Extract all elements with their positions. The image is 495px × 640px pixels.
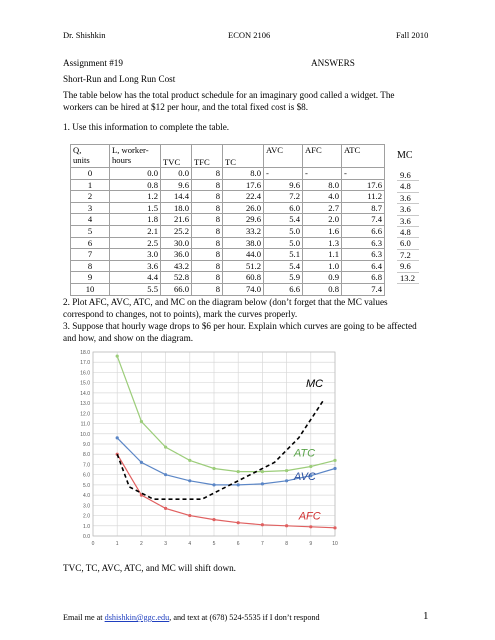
table-row — [71, 202, 385, 214]
answers-label: ANSWERS — [311, 58, 355, 68]
table-cell: 8 — [192, 214, 223, 226]
x-tick-label: 8 — [285, 541, 288, 547]
table-cell: 1.6 — [303, 225, 342, 237]
table-cell: 8 — [192, 283, 223, 295]
table-cell: 5.0 — [264, 225, 303, 237]
x-tick-label: 5 — [212, 541, 216, 547]
table-cell: 2.7 — [303, 202, 342, 214]
table-cell: 5.5 — [110, 283, 161, 295]
col-header-afc: AFC — [303, 145, 342, 168]
table-cell: 36.0 — [161, 249, 192, 261]
mc-value: 3.6 — [397, 193, 419, 204]
afc-point — [285, 524, 288, 527]
table-cell: 14.4 — [161, 191, 192, 203]
table-cell: 74.0 — [223, 283, 264, 295]
table-cell: 9.6 — [161, 179, 192, 191]
question-2-line-1: 2. Plot AFC, AVC, ATC, and MC on the diagram below (don’t forget that the MC values — [63, 297, 388, 307]
cost-schedule-table — [70, 144, 385, 296]
afc-point — [237, 521, 240, 524]
mc-value: 4.8 — [397, 227, 419, 238]
table-cell: - — [303, 168, 342, 180]
question-1: 1. Use this information to complete the table. — [63, 122, 230, 132]
table-row — [71, 168, 385, 180]
chart-series — [116, 354, 337, 529]
table-cell: 5.9 — [264, 272, 303, 284]
y-tick-label: 6.0 — [83, 472, 90, 479]
table-cell: 5.1 — [264, 249, 303, 261]
table-cell: 25.2 — [161, 225, 192, 237]
table-cell: 26.0 — [223, 202, 264, 214]
table-cell: 7.4 — [342, 214, 385, 226]
atc-point — [140, 420, 143, 423]
chart-grid — [93, 352, 335, 536]
col-header-l: L, worker- hours — [110, 145, 161, 168]
table-cell: 30.0 — [161, 237, 192, 249]
x-tick-label: 2 — [140, 541, 143, 547]
table-cell: 9.6 — [264, 179, 303, 191]
x-tick-label: 1 — [115, 541, 119, 547]
table-cell: 6.6 — [342, 225, 385, 237]
y-tick-label: 15.0 — [80, 380, 90, 387]
table-row — [71, 191, 385, 203]
atc-point — [188, 459, 191, 462]
y-tick-label: 10.0 — [80, 431, 90, 438]
table-cell: 44.0 — [223, 249, 264, 261]
table-cell: 60.8 — [223, 272, 264, 284]
x-tick-label: 4 — [188, 541, 192, 547]
table-cell: 29.6 — [223, 214, 264, 226]
table-cell: - — [264, 168, 303, 180]
question-3-line-1: 3. Suppose that hourly wage drops to $6 per hour. Explain which curves are going to be affected — [63, 321, 417, 331]
y-tick-label: 7.0 — [83, 462, 90, 469]
table-cell: 3.0 — [110, 249, 161, 261]
intro-line-1: The table below has the total product schedule for an imaginary good called a widget. The — [63, 90, 395, 100]
avc-point — [140, 461, 143, 464]
afc-point — [164, 507, 167, 510]
y-tick-label: 17.0 — [80, 360, 90, 367]
table-cell: 7 — [71, 249, 110, 261]
x-tick-label: 0 — [91, 541, 95, 547]
table-cell: 5.4 — [264, 214, 303, 226]
table-cell: 9 — [71, 272, 110, 284]
mc-value: 13.2 — [397, 273, 419, 284]
table-cell: 6.0 — [264, 202, 303, 214]
table-cell: 1.2 — [110, 191, 161, 203]
table-row — [71, 283, 385, 295]
table-cell: 8 — [192, 225, 223, 237]
x-tick-label: 9 — [309, 541, 313, 547]
avc-point — [237, 483, 240, 486]
assignment-title: Assignment #19 — [63, 58, 123, 68]
table-cell: 1 — [71, 179, 110, 191]
atc-point — [261, 470, 264, 473]
curve-label-afc: AFC — [298, 510, 321, 523]
table-cell: 66.0 — [161, 283, 192, 295]
table-cell: - — [342, 168, 385, 180]
x-tick-label: 7 — [261, 541, 264, 547]
table-cell: 33.2 — [223, 225, 264, 237]
table-cell: 17.6 — [342, 179, 385, 191]
y-tick-label: 13.0 — [80, 401, 90, 408]
question-3-line-2: and how, and show on the diagram. — [63, 333, 194, 343]
page-number: 1 — [423, 610, 429, 622]
avc-point — [188, 479, 191, 482]
table-cell: 17.6 — [223, 179, 264, 191]
avc-point — [285, 479, 288, 482]
table-cell: 2.1 — [110, 225, 161, 237]
curve-label-mc: MC — [305, 377, 324, 390]
table-cell: 6.3 — [342, 249, 385, 261]
table-cell: 0.8 — [110, 179, 161, 191]
mc-values — [397, 170, 419, 284]
afc-point — [261, 523, 264, 526]
atc-point — [285, 469, 288, 472]
afc-point — [309, 525, 312, 528]
avc-point — [333, 467, 336, 470]
footer-prefix: Email me at — [63, 613, 105, 622]
table-cell: 8 — [192, 191, 223, 203]
table-cell: 8 — [192, 168, 223, 180]
mc-value: 4.8 — [397, 181, 419, 192]
table-cell: 6 — [71, 237, 110, 249]
table-row — [71, 214, 385, 226]
header-term: Fall 2010 — [396, 30, 429, 40]
y-tick-label: 2.0 — [83, 513, 90, 520]
table-cell: 2.5 — [110, 237, 161, 249]
atc-point — [212, 467, 215, 470]
footer-contact — [63, 613, 320, 622]
atc-point — [333, 459, 336, 462]
afc-point — [212, 518, 215, 521]
table-cell: 8.0 — [223, 168, 264, 180]
table-cell: 2.0 — [303, 214, 342, 226]
table-cell: 8 — [192, 249, 223, 261]
atc-point — [237, 470, 240, 473]
table-cell: 10 — [71, 283, 110, 295]
table-cell: 8 — [192, 260, 223, 272]
col-header-tfc: TFC — [192, 145, 223, 168]
email-link[interactable]: dshishkin@ggc.edu — [104, 613, 170, 622]
table-cell: 0 — [71, 168, 110, 180]
table-row — [71, 237, 385, 249]
chart-annotations — [293, 378, 323, 523]
afc-point — [333, 526, 336, 529]
table-cell: 0.8 — [303, 283, 342, 295]
avc-point — [261, 482, 264, 485]
y-tick-label: 14.0 — [80, 390, 90, 397]
table-cell: 43.2 — [161, 260, 192, 272]
table-cell: 6.4 — [342, 260, 385, 272]
mc-value: 3.6 — [397, 216, 419, 227]
y-tick-label: 8.0 — [83, 452, 90, 459]
col-header-atc: ATC — [342, 145, 385, 168]
table-row — [71, 179, 385, 191]
table-cell: 11.2 — [342, 191, 385, 203]
col-header-avc: AVC — [264, 145, 303, 168]
mc-value: 9.6 — [397, 170, 419, 181]
table-cell: 8 — [192, 179, 223, 191]
assignment-subtitle: Short-Run and Long Run Cost — [63, 74, 176, 84]
col-header-q: Q, units — [71, 145, 110, 168]
curve-label-atc: ATC — [293, 447, 316, 460]
table-cell: 3.6 — [110, 260, 161, 272]
table-cell: 6.8 — [342, 272, 385, 284]
table-cell: 52.8 — [161, 272, 192, 284]
table-cell: 5.4 — [264, 260, 303, 272]
table-cell: 21.6 — [161, 214, 192, 226]
y-tick-label: 0.0 — [83, 534, 90, 540]
cost-curves-chart — [60, 344, 350, 554]
atc-point — [164, 445, 167, 448]
table-cell: 1.0 — [303, 260, 342, 272]
table-cell: 8 — [71, 260, 110, 272]
table-cell: 1.1 — [303, 249, 342, 261]
atc-point — [116, 354, 119, 357]
atc-point — [309, 465, 312, 468]
mc-header: MC — [397, 150, 413, 161]
table-cell: 7.2 — [264, 191, 303, 203]
mc-value: 6.0 — [397, 238, 419, 249]
table-cell: 4.4 — [110, 272, 161, 284]
y-tick-label: 11.0 — [80, 421, 90, 428]
header-course: ECON 2106 — [228, 30, 271, 40]
intro-line-2: workers can be hired at $12 per hour, and the total fixed cost is $8. — [63, 102, 309, 112]
y-tick-label: 4.0 — [83, 493, 90, 500]
table-row — [71, 249, 385, 261]
y-tick-label: 16.0 — [80, 370, 90, 377]
x-tick-label: 10 — [332, 541, 338, 547]
avc-point — [116, 436, 119, 439]
table-cell: 1.3 — [303, 237, 342, 249]
table-cell: 1.8 — [110, 214, 161, 226]
table-cell: 8 — [192, 237, 223, 249]
y-tick-label: 12.0 — [80, 411, 90, 418]
table-cell: 18.0 — [161, 202, 192, 214]
col-header-tc: TC — [223, 145, 264, 168]
mc-value: 7.2 — [397, 250, 419, 261]
table-cell: 1.5 — [110, 202, 161, 214]
table-cell: 5 — [71, 225, 110, 237]
table-row — [71, 260, 385, 272]
avc-point — [164, 473, 167, 476]
footer-suffix: , and text at (678) 524-5535 if I don’t respond — [169, 613, 320, 622]
y-tick-label: 18.0 — [80, 350, 90, 356]
table-cell: 3 — [71, 202, 110, 214]
y-tick-label: 9.0 — [83, 442, 90, 448]
table-cell: 0.9 — [303, 272, 342, 284]
answer-3: TVC, TC, AVC, ATC, and MC will shift down. — [63, 563, 236, 573]
y-tick-label: 5.0 — [83, 482, 90, 489]
question-2-line-2: correspond to changes, not to points), mark the curves properly. — [63, 309, 298, 319]
avc-point — [212, 483, 215, 486]
x-tick-label: 3 — [164, 541, 167, 547]
table-cell: 5.0 — [264, 237, 303, 249]
schedule-body — [71, 168, 385, 296]
table-cell: 4 — [71, 214, 110, 226]
table-cell: 6.3 — [342, 237, 385, 249]
mc-value: 9.6 — [397, 261, 419, 272]
table-cell: 8.0 — [303, 179, 342, 191]
table-row — [71, 272, 385, 284]
header-author: Dr. Shishkin — [63, 30, 106, 40]
mc-value: 3.6 — [397, 204, 419, 215]
table-cell: 7.4 — [342, 283, 385, 295]
table-cell: 0.0 — [161, 168, 192, 180]
table-cell: 4.0 — [303, 191, 342, 203]
table-cell: 0.0 — [110, 168, 161, 180]
curve-label-avc: AVC — [293, 470, 316, 483]
table-row — [71, 225, 385, 237]
table-cell: 51.2 — [223, 260, 264, 272]
table-cell: 2 — [71, 191, 110, 203]
y-tick-label: 3.0 — [83, 503, 90, 510]
table-cell: 6.6 — [264, 283, 303, 295]
table-cell: 38.0 — [223, 237, 264, 249]
x-tick-label: 6 — [236, 541, 240, 547]
y-tick-label: 1.0 — [83, 523, 90, 530]
table-cell: 22.4 — [223, 191, 264, 203]
table-cell: 8 — [192, 272, 223, 284]
table-cell: 8.7 — [342, 202, 385, 214]
col-header-tvc: TVC — [161, 145, 192, 168]
table-cell: 8 — [192, 202, 223, 214]
afc-point — [188, 514, 191, 517]
